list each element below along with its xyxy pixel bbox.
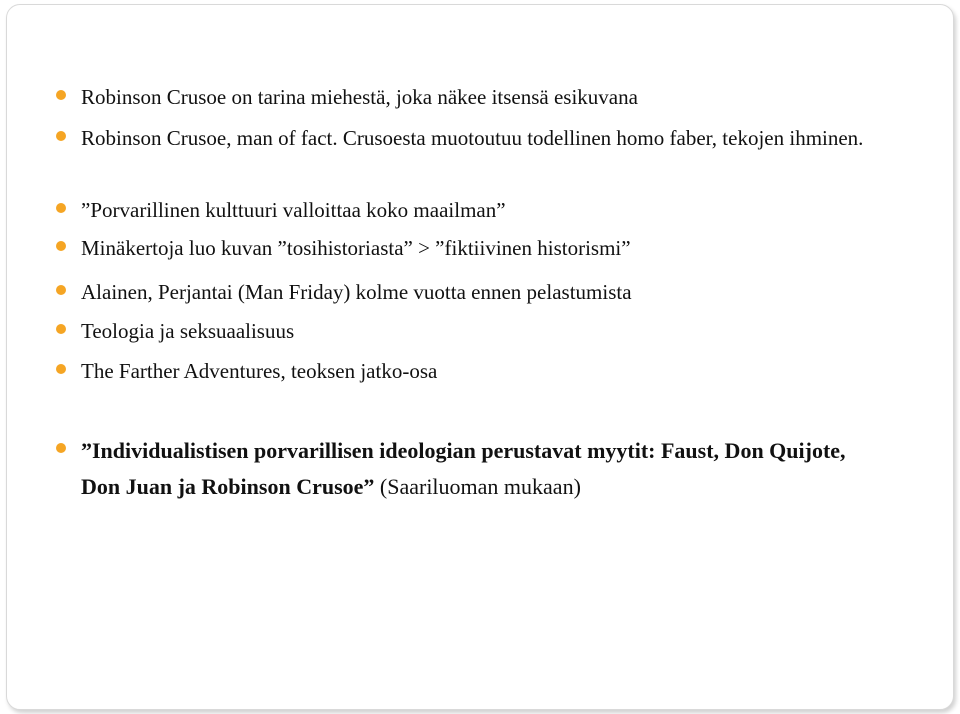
- bullet-dot: [56, 203, 66, 213]
- bullet-item-5: [56, 275, 632, 309]
- bullet-dot: [56, 324, 66, 334]
- bullet-item-3: [56, 193, 506, 227]
- bullet-text: The Farther Adventures, teoksen jatko-osa: [81, 359, 438, 383]
- bullet-item-8: [56, 433, 881, 505]
- bullet-item-4: [56, 231, 631, 265]
- bullet-dot: [56, 443, 66, 453]
- bullet-text: [81, 433, 881, 505]
- bullet-text: Teologia ja seksuaalisuus: [81, 319, 295, 343]
- bullet-item-6: [56, 314, 294, 348]
- bullet-item-7: [56, 354, 437, 388]
- bullet-text: Alainen, Perjantai (Man Friday) kolme vuotta ennen pelastumista: [81, 280, 632, 304]
- source-note: (Saariluoman mukaan): [374, 474, 581, 499]
- bullet-dot: [56, 131, 66, 141]
- bullet-text: Robinson Crusoe, man of fact. Crusoesta muotoutuu todellinen homo faber, tekojen ihminen.: [81, 126, 864, 150]
- bullet-dot: [56, 285, 66, 295]
- bullet-text: Minäkertoja luo kuvan ”tosihistoriasta” > ”fiktiivinen historismi”: [81, 236, 631, 260]
- bullet-text: ”Porvarillinen kulttuuri valloittaa koko maailman”: [81, 198, 506, 222]
- bullet-dot: [56, 241, 66, 251]
- bullet-item-1: [56, 80, 638, 114]
- bullet-text: Robinson Crusoe on tarina miehestä, joka näkee itsensä esikuvana: [81, 85, 638, 109]
- bullet-dot: [56, 90, 66, 100]
- bullet-dot: [56, 364, 66, 374]
- bullet-item-2: [56, 121, 881, 155]
- bold-myths-text: ”Individualistisen porvarillisen ideologian perustavat myytit: Faust, Don Quijote, Don Juan ja Robinson Crusoe”: [81, 438, 846, 499]
